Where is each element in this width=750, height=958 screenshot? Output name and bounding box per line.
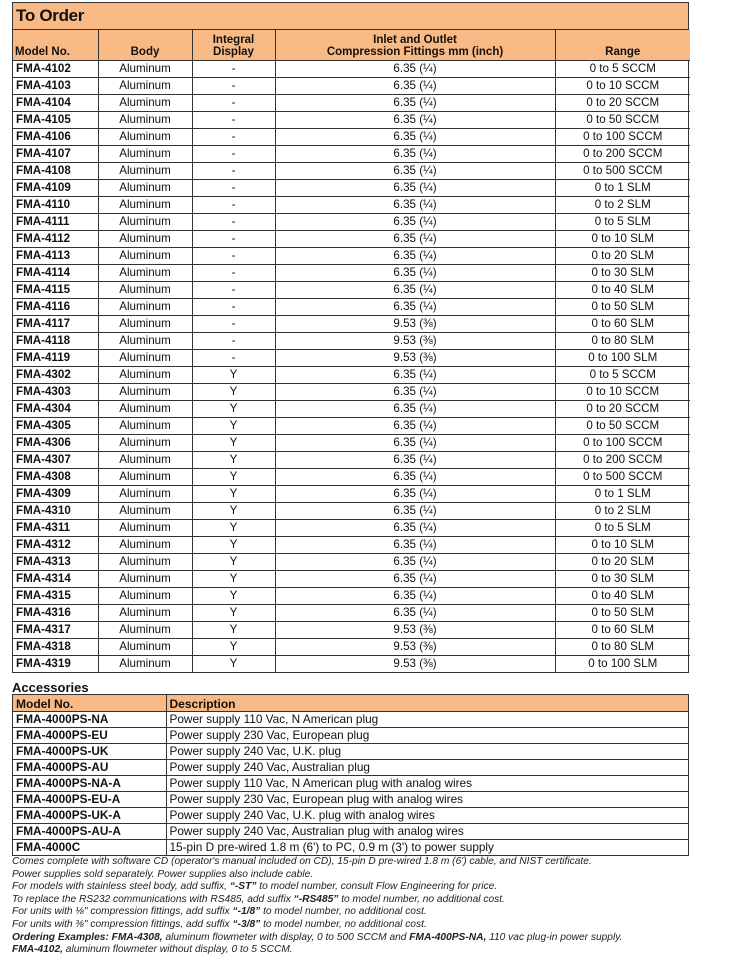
display-cell: Y bbox=[192, 537, 275, 554]
range-cell: 0 to 200 SCCM bbox=[555, 146, 690, 163]
table-row bbox=[13, 95, 690, 112]
display-cell: Y bbox=[192, 401, 275, 418]
table-row bbox=[13, 503, 690, 520]
model-cell: FMA-4319 bbox=[13, 656, 98, 673]
range-cell: 0 to 30 SLM bbox=[555, 265, 690, 282]
accessory-description-cell: 15-pin D pre-wired 1.8 m (6') to PC, 0.9 m (3') to power supply bbox=[169, 840, 494, 854]
accessory-model-cell: FMA-4000PS-EU-A bbox=[13, 792, 166, 808]
range-cell: 0 to 80 SLM bbox=[555, 639, 690, 656]
note-text: For models with stainless steel body, add suffix, bbox=[12, 881, 230, 893]
accessory-model-cell: FMA-4000PS-AU-A bbox=[13, 824, 166, 840]
note-text: to model number, no additional cost. bbox=[338, 893, 505, 905]
display-cell: Y bbox=[192, 503, 275, 520]
fitting-cell: 6.35 (¼) bbox=[275, 265, 555, 282]
range-cell: 0 to 10 SLM bbox=[555, 231, 690, 248]
accessory-description-cell: Power supply 240 Vac, Australian plug with analog wires bbox=[166, 824, 688, 840]
range-cell: 0 to 500 SCCM bbox=[555, 163, 690, 180]
body-cell: Aluminum bbox=[98, 554, 192, 571]
display-cell: Y bbox=[192, 384, 275, 401]
accessory-row bbox=[13, 776, 688, 792]
fitting-cell: 6.35 (¼) bbox=[275, 520, 555, 537]
accessory-description-cell: Power supply 230 Vac, European plug bbox=[166, 728, 688, 744]
body-cell: Aluminum bbox=[98, 452, 192, 469]
model-cell: FMA-4315 bbox=[13, 588, 98, 605]
model-cell: FMA-4316 bbox=[13, 605, 98, 622]
accessory-row bbox=[13, 728, 688, 744]
header-display-line1: Integral bbox=[212, 34, 255, 46]
table-row bbox=[13, 333, 690, 350]
display-cell: Y bbox=[192, 469, 275, 486]
display-cell: Y bbox=[192, 554, 275, 571]
body-cell: Aluminum bbox=[98, 367, 192, 384]
fitting-cell: 6.35 (¼) bbox=[275, 435, 555, 452]
fitting-cell: 6.35 (¼) bbox=[275, 146, 555, 163]
display-cell: Y bbox=[192, 418, 275, 435]
body-cell: Aluminum bbox=[98, 469, 192, 486]
to-order-title: To Order bbox=[13, 3, 688, 30]
fitting-cell: 6.35 (¼) bbox=[275, 112, 555, 129]
model-cell: FMA-4119 bbox=[13, 350, 98, 367]
range-cell: 0 to 20 SLM bbox=[555, 554, 690, 571]
body-cell: Aluminum bbox=[98, 622, 192, 639]
range-cell: 0 to 40 SLM bbox=[555, 282, 690, 299]
table-row bbox=[13, 197, 690, 214]
header-display bbox=[192, 30, 275, 61]
fitting-cell: 9.53 (⅜) bbox=[275, 639, 555, 656]
accessories-header-model: Model No. bbox=[13, 695, 166, 712]
body-cell: Aluminum bbox=[98, 486, 192, 503]
range-cell: 0 to 2 SLM bbox=[555, 503, 690, 520]
model-cell: FMA-4318 bbox=[13, 639, 98, 656]
display-cell: - bbox=[192, 61, 275, 78]
accessories-table bbox=[13, 695, 688, 855]
body-cell: Aluminum bbox=[98, 571, 192, 588]
table-row bbox=[13, 486, 690, 503]
table-row bbox=[13, 418, 690, 435]
accessory-description-cell: Power supply 110 Vac, N American plug with analog wires bbox=[166, 776, 688, 792]
body-cell: Aluminum bbox=[98, 180, 192, 197]
fitting-cell: 6.35 (¼) bbox=[275, 367, 555, 384]
table-row bbox=[13, 248, 690, 265]
table-row bbox=[13, 265, 690, 282]
range-cell: 0 to 20 SCCM bbox=[555, 95, 690, 112]
fitting-cell: 6.35 (¼) bbox=[275, 469, 555, 486]
fitting-cell: 6.35 (¼) bbox=[275, 197, 555, 214]
accessories-table-container bbox=[12, 694, 689, 856]
fitting-cell: 9.53 (⅜) bbox=[275, 333, 555, 350]
model-cell: FMA-4107 bbox=[13, 146, 98, 163]
table-row bbox=[13, 316, 690, 333]
accessory-row bbox=[13, 744, 688, 760]
table-header-row bbox=[13, 30, 690, 61]
fitting-cell: 6.35 (¼) bbox=[275, 282, 555, 299]
display-cell: Y bbox=[192, 571, 275, 588]
note-suffix: “-3/8” bbox=[232, 918, 261, 930]
model-cell: FMA-4110 bbox=[13, 197, 98, 214]
range-cell: 0 to 100 SLM bbox=[588, 657, 658, 670]
fitting-cell: 6.35 (¼) bbox=[275, 401, 555, 418]
accessory-row bbox=[13, 840, 688, 856]
body-cell: Aluminum bbox=[98, 350, 192, 367]
fitting-cell: 6.35 (¼) bbox=[275, 588, 555, 605]
model-cell: FMA-4115 bbox=[13, 282, 98, 299]
table-row bbox=[13, 163, 690, 180]
model-cell: FMA-4106 bbox=[13, 129, 98, 146]
display-cell: - bbox=[192, 282, 275, 299]
accessories-header-description: Description bbox=[166, 695, 688, 712]
display-cell: - bbox=[192, 350, 275, 367]
accessory-description-cell: Power supply 240 Vac, Australian plug bbox=[166, 760, 688, 776]
table-row bbox=[13, 367, 690, 384]
model-cell: FMA-4114 bbox=[13, 265, 98, 282]
display-cell: Y bbox=[192, 435, 275, 452]
body-cell: Aluminum bbox=[98, 299, 192, 316]
table-row bbox=[13, 520, 690, 537]
model-cell: FMA-4309 bbox=[13, 486, 98, 503]
body-cell: Aluminum bbox=[98, 656, 192, 673]
note-text: to model number, no additional cost. bbox=[260, 918, 427, 930]
accessory-row bbox=[13, 808, 688, 824]
model-cell: FMA-4109 bbox=[13, 180, 98, 197]
model-cell: FMA-4306 bbox=[13, 435, 98, 452]
display-cell: Y bbox=[192, 622, 275, 639]
range-cell: 0 to 500 SCCM bbox=[555, 469, 690, 486]
header-model: Model No. bbox=[13, 30, 98, 61]
fitting-cell: 6.35 (¼) bbox=[275, 180, 555, 197]
body-cell: Aluminum bbox=[98, 333, 192, 350]
to-order-table bbox=[13, 30, 690, 672]
table-row bbox=[13, 571, 690, 588]
display-cell: - bbox=[192, 95, 275, 112]
fitting-cell: 6.35 (¼) bbox=[275, 231, 555, 248]
accessory-model-cell: FMA-4000C bbox=[13, 840, 166, 856]
accessories-header-row bbox=[13, 695, 688, 712]
display-cell: - bbox=[192, 299, 275, 316]
model-cell: FMA-4105 bbox=[13, 112, 98, 129]
fitting-cell: 6.35 (¼) bbox=[275, 452, 555, 469]
note-line bbox=[12, 906, 732, 919]
body-cell: Aluminum bbox=[98, 163, 192, 180]
table-row bbox=[13, 469, 690, 486]
display-cell: Y bbox=[192, 486, 275, 503]
body-cell: Aluminum bbox=[98, 435, 192, 452]
note-text: 110 vac plug-in power supply. bbox=[486, 931, 623, 943]
range-cell: 0 to 200 SCCM bbox=[555, 452, 690, 469]
display-cell: - bbox=[192, 265, 275, 282]
table-row bbox=[13, 112, 690, 129]
display-cell: - bbox=[192, 180, 275, 197]
table-row bbox=[13, 452, 690, 469]
display-cell: - bbox=[192, 231, 275, 248]
accessory-description-cell: Power supply 240 Vac, U.K. plug bbox=[166, 744, 688, 760]
body-cell: Aluminum bbox=[98, 95, 192, 112]
fitting-cell: 9.53 (⅜) bbox=[275, 350, 555, 367]
fitting-cell: 6.35 (¼) bbox=[275, 605, 555, 622]
range-cell: 0 to 5 SLM bbox=[555, 520, 690, 537]
body-cell: Aluminum bbox=[98, 401, 192, 418]
body-cell: Aluminum bbox=[98, 197, 192, 214]
model-cell: FMA-4118 bbox=[13, 333, 98, 350]
range-cell: 0 to 50 SLM bbox=[555, 605, 690, 622]
display-cell: - bbox=[192, 146, 275, 163]
model-cell: FMA-4310 bbox=[13, 503, 98, 520]
body-cell: Aluminum bbox=[98, 214, 192, 231]
body-cell: Aluminum bbox=[98, 418, 192, 435]
body-cell: Aluminum bbox=[98, 78, 192, 95]
accessory-model-cell: FMA-4000PS-NA-A bbox=[13, 776, 166, 792]
accessory-description-cell: Power supply 110 Vac, N American plug bbox=[166, 712, 688, 728]
fitting-cell: 6.35 (¼) bbox=[275, 486, 555, 503]
body-cell: Aluminum bbox=[98, 537, 192, 554]
range-cell: 0 to 50 SCCM bbox=[555, 112, 690, 129]
range-cell: 0 to 100 SLM bbox=[555, 350, 690, 367]
fitting-cell: 6.35 (¼) bbox=[275, 299, 555, 316]
range-cell: 0 to 100 SCCM bbox=[555, 435, 690, 452]
note-suffix: “-RS485” bbox=[293, 893, 339, 905]
fitting-cell: 6.35 (¼) bbox=[275, 163, 555, 180]
note-bold: Ordering Examples: FMA-4308, bbox=[12, 931, 163, 943]
display-cell: Y bbox=[192, 605, 275, 622]
accessory-row bbox=[13, 792, 688, 808]
note-line: Comes complete with software CD (operator's manual included on CD), 15-pin D pre-wired 1.8 m (6') cable, and NIST certificate. bbox=[12, 856, 592, 867]
model-cell: FMA-4116 bbox=[13, 299, 98, 316]
note-bold: FMA-400PS-NA, bbox=[409, 931, 487, 943]
fitting-cell: 9.53 (⅜) bbox=[275, 656, 555, 673]
to-order-body bbox=[13, 61, 690, 673]
body-cell: Aluminum bbox=[98, 265, 192, 282]
body-cell: Aluminum bbox=[98, 61, 192, 78]
table-row bbox=[13, 588, 690, 605]
display-cell: Y bbox=[192, 367, 275, 384]
model-cell: FMA-4112 bbox=[13, 231, 98, 248]
model-cell: FMA-4303 bbox=[13, 384, 98, 401]
note-text: For units with ⅜" compression fittings, add suffix bbox=[12, 918, 233, 930]
note-text: aluminum flowmeter without display, 0 to 5 SCCM. bbox=[62, 944, 293, 956]
display-cell: - bbox=[192, 129, 275, 146]
note-text: to model number, no additional cost. bbox=[260, 906, 427, 918]
display-cell: - bbox=[192, 163, 275, 180]
fitting-cell: 6.35 (¼) bbox=[275, 537, 555, 554]
accessory-description-cell: Power supply 230 Vac, European plug with analog wires bbox=[166, 792, 688, 808]
range-cell: 0 to 30 SLM bbox=[555, 571, 690, 588]
body-cell: Aluminum bbox=[98, 588, 192, 605]
model-cell: FMA-4314 bbox=[13, 571, 98, 588]
note-text: For units with ⅛" compression fittings, add suffix bbox=[12, 906, 233, 918]
display-cell: - bbox=[192, 248, 275, 265]
fitting-cell: 9.53 (⅜) bbox=[275, 316, 555, 333]
display-cell: Y bbox=[192, 452, 275, 469]
range-cell: 0 to 2 SLM bbox=[555, 197, 690, 214]
display-cell: Y bbox=[192, 639, 275, 656]
model-cell: FMA-4113 bbox=[13, 248, 98, 265]
range-cell: 0 to 50 SCCM bbox=[555, 418, 690, 435]
range-cell: 0 to 1 SLM bbox=[555, 486, 690, 503]
body-cell: Aluminum bbox=[98, 605, 192, 622]
display-cell: - bbox=[192, 112, 275, 129]
fitting-cell: 6.35 (¼) bbox=[275, 384, 555, 401]
body-cell: Aluminum bbox=[98, 231, 192, 248]
body-cell: Aluminum bbox=[98, 282, 192, 299]
display-cell: - bbox=[192, 333, 275, 350]
model-cell: FMA-4308 bbox=[13, 469, 98, 486]
display-cell: Y bbox=[192, 656, 275, 673]
model-cell: FMA-4103 bbox=[13, 78, 98, 95]
model-cell: FMA-4317 bbox=[13, 622, 98, 639]
note-suffix: “-1/8” bbox=[232, 906, 261, 918]
fitting-cell: 6.35 (¼) bbox=[275, 503, 555, 520]
model-cell: FMA-4108 bbox=[13, 163, 98, 180]
display-cell: - bbox=[192, 214, 275, 231]
table-row bbox=[13, 622, 690, 639]
display-cell: - bbox=[192, 316, 275, 333]
accessory-description-cell: Power supply 240 Vac, U.K. plug with analog wires bbox=[166, 808, 688, 824]
display-cell: Y bbox=[192, 520, 275, 537]
table-row bbox=[13, 282, 690, 299]
body-cell: Aluminum bbox=[98, 316, 192, 333]
accessories-title: Accessories bbox=[12, 680, 89, 695]
fitting-cell: 6.35 (¼) bbox=[275, 418, 555, 435]
table-row bbox=[13, 639, 690, 656]
header-fittings bbox=[275, 30, 555, 61]
note-text: To replace the RS232 communications with RS485, add suffix bbox=[12, 893, 294, 905]
note-line bbox=[12, 919, 732, 932]
to-order-table-container bbox=[12, 2, 689, 673]
model-cell: FMA-4307 bbox=[13, 452, 98, 469]
table-row bbox=[13, 656, 690, 673]
fitting-cell: 6.35 (¼) bbox=[275, 129, 555, 146]
table-row bbox=[13, 78, 690, 95]
table-row bbox=[13, 180, 690, 197]
model-cell: FMA-4104 bbox=[13, 95, 98, 112]
note-text: aluminum flowmeter with display, 0 to 500 SCCM and bbox=[162, 931, 410, 943]
table-row bbox=[13, 214, 690, 231]
body-cell: Aluminum bbox=[98, 520, 192, 537]
note-bold: FMA-4102, bbox=[12, 944, 63, 956]
body-cell: Aluminum bbox=[98, 146, 192, 163]
accessory-row bbox=[13, 712, 688, 728]
accessory-row bbox=[13, 824, 688, 840]
body-cell: Aluminum bbox=[98, 503, 192, 520]
accessory-row bbox=[13, 760, 688, 776]
header-display-line2: Display bbox=[213, 46, 254, 58]
accessories-body bbox=[13, 712, 688, 856]
table-row bbox=[13, 537, 690, 554]
model-cell: FMA-4111 bbox=[13, 214, 98, 231]
header-range: Range bbox=[555, 30, 690, 61]
note-line: Power supplies sold separately. Power supplies also include cable. bbox=[12, 868, 314, 880]
note-line bbox=[12, 881, 732, 894]
body-cell: Aluminum bbox=[98, 129, 192, 146]
range-cell: 0 to 20 SCCM bbox=[555, 401, 690, 418]
table-row bbox=[13, 605, 690, 622]
range-cell: 0 to 60 SLM bbox=[555, 622, 690, 639]
fitting-cell: 6.35 (¼) bbox=[275, 61, 555, 78]
range-cell: 0 to 10 SCCM bbox=[555, 78, 690, 95]
table-row bbox=[13, 129, 690, 146]
note-line bbox=[12, 932, 732, 945]
table-row bbox=[13, 435, 690, 452]
fitting-cell: 6.35 (¼) bbox=[275, 95, 555, 112]
note-suffix: “-ST” bbox=[229, 881, 257, 893]
model-cell: FMA-4311 bbox=[13, 520, 98, 537]
fitting-cell: 6.35 (¼) bbox=[275, 554, 555, 571]
model-cell: FMA-4313 bbox=[13, 554, 98, 571]
table-row bbox=[13, 231, 690, 248]
range-cell: 0 to 60 SLM bbox=[555, 316, 690, 333]
table-row bbox=[13, 384, 690, 401]
range-cell: 0 to 50 SLM bbox=[555, 299, 690, 316]
model-cell: FMA-4305 bbox=[13, 418, 98, 435]
body-cell: Aluminum bbox=[98, 639, 192, 656]
table-row bbox=[13, 554, 690, 571]
table-row bbox=[13, 350, 690, 367]
table-row bbox=[13, 299, 690, 316]
model-cell: FMA-4312 bbox=[13, 537, 98, 554]
fitting-cell: 6.35 (¼) bbox=[275, 248, 555, 265]
range-cell: 0 to 5 SLM bbox=[555, 214, 690, 231]
model-cell: FMA-4304 bbox=[13, 401, 98, 418]
accessory-model-cell: FMA-4000PS-AU bbox=[13, 760, 166, 776]
range-cell: 0 to 1 SLM bbox=[555, 180, 690, 197]
range-cell: 0 to 80 SLM bbox=[555, 333, 690, 350]
fitting-cell: 6.35 (¼) bbox=[275, 78, 555, 95]
display-cell: - bbox=[192, 197, 275, 214]
body-cell: Aluminum bbox=[98, 384, 192, 401]
fitting-cell: 6.35 (¼) bbox=[275, 571, 555, 588]
fitting-cell: 6.35 (¼) bbox=[275, 214, 555, 231]
range-cell: 0 to 10 SLM bbox=[555, 537, 690, 554]
model-cell: FMA-4102 bbox=[13, 61, 98, 78]
model-cell: FMA-4302 bbox=[13, 367, 98, 384]
body-cell: Aluminum bbox=[98, 112, 192, 129]
range-cell: 0 to 40 SLM bbox=[555, 588, 690, 605]
range-cell: 0 to 5 SCCM bbox=[555, 61, 690, 78]
range-cell: 0 to 5 SCCM bbox=[555, 367, 690, 384]
note-line bbox=[12, 894, 732, 907]
range-cell: 0 to 20 SLM bbox=[555, 248, 690, 265]
display-cell: - bbox=[192, 78, 275, 95]
accessory-model-cell: FMA-4000PS-NA bbox=[13, 712, 166, 728]
fitting-cell: 9.53 (⅜) bbox=[275, 622, 555, 639]
header-fittings-line2: Compression Fittings mm (inch) bbox=[326, 46, 504, 58]
model-cell: FMA-4117 bbox=[13, 316, 98, 333]
range-cell: 0 to 10 SCCM bbox=[555, 384, 690, 401]
accessory-model-cell: FMA-4000PS-UK bbox=[13, 744, 166, 760]
accessory-model-cell: FMA-4000PS-EU bbox=[13, 728, 166, 744]
display-cell: Y bbox=[192, 588, 275, 605]
header-fittings-line1: Inlet and Outlet bbox=[373, 34, 457, 46]
table-row bbox=[13, 146, 690, 163]
table-row bbox=[13, 61, 690, 78]
footnotes bbox=[12, 856, 732, 957]
table-row bbox=[13, 401, 690, 418]
accessory-model-cell: FMA-4000PS-UK-A bbox=[13, 808, 166, 824]
body-cell: Aluminum bbox=[98, 248, 192, 265]
range-cell: 0 to 100 SCCM bbox=[555, 129, 690, 146]
note-line bbox=[12, 944, 732, 957]
header-body: Body bbox=[98, 30, 192, 61]
note-text: to model number, consult Flow Engineering for price. bbox=[256, 881, 498, 893]
